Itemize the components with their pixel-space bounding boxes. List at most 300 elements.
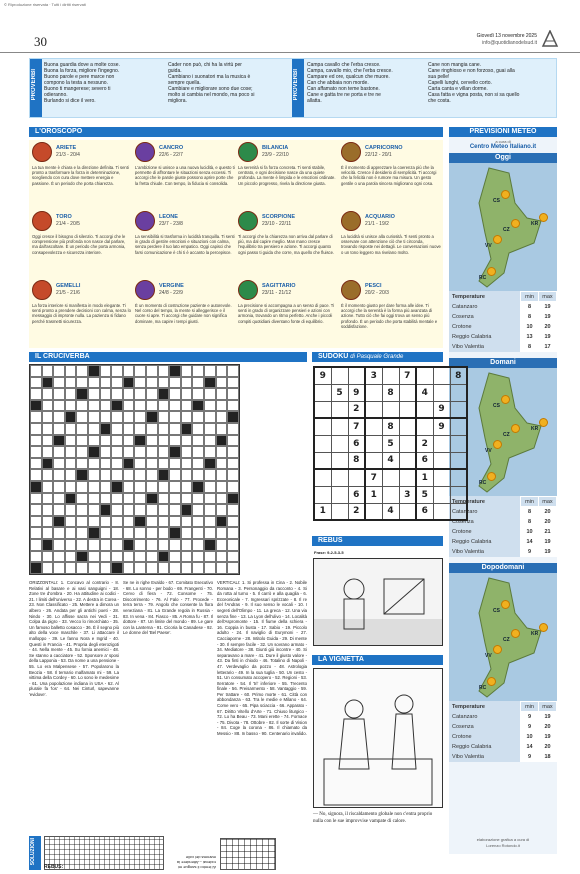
sudoku-cell[interactable] — [450, 486, 467, 503]
sudoku-cell[interactable]: 4 — [416, 384, 433, 401]
crossword-cell[interactable] — [76, 469, 88, 481]
crossword-cell[interactable] — [158, 423, 170, 435]
crossword-cell[interactable] — [88, 400, 100, 412]
sudoku-cell[interactable] — [399, 418, 416, 435]
sudoku-cell[interactable] — [331, 503, 348, 520]
crossword-cell[interactable] — [65, 504, 77, 516]
sudoku-cell[interactable]: 6 — [416, 452, 433, 469]
crossword-cell[interactable] — [88, 527, 100, 539]
crossword-cell[interactable] — [76, 400, 88, 412]
crossword-cell[interactable] — [181, 469, 193, 481]
crossword-cell[interactable] — [30, 458, 42, 470]
crossword-cell[interactable] — [216, 539, 228, 551]
sudoku-cell[interactable]: 9 — [433, 401, 450, 418]
crossword-cell[interactable] — [30, 481, 42, 493]
crossword-cell[interactable] — [53, 423, 65, 435]
crossword-cell[interactable] — [158, 493, 170, 505]
crossword-cell[interactable] — [53, 377, 65, 389]
crossword-cell[interactable] — [42, 551, 54, 563]
crossword-cell[interactable] — [158, 516, 170, 528]
crossword-cell[interactable] — [65, 516, 77, 528]
sudoku-cell[interactable] — [450, 452, 467, 469]
sudoku-cell[interactable]: 1 — [416, 469, 433, 486]
crossword-cell[interactable] — [134, 493, 146, 505]
crossword-cell[interactable] — [158, 435, 170, 447]
crossword-cell[interactable] — [88, 539, 100, 551]
sudoku-cell[interactable]: 3 — [365, 367, 382, 384]
crossword-cell[interactable] — [169, 551, 181, 563]
crossword-cell[interactable] — [76, 504, 88, 516]
crossword-cell[interactable] — [111, 365, 123, 377]
crossword-cell[interactable] — [53, 469, 65, 481]
crossword-cell[interactable] — [123, 527, 135, 539]
crossword-cell[interactable] — [146, 469, 158, 481]
crossword-cell[interactable] — [123, 388, 135, 400]
crossword-cell[interactable] — [42, 562, 54, 574]
crossword-cell[interactable] — [65, 377, 77, 389]
sudoku-cell[interactable] — [416, 401, 433, 418]
sudoku-cell[interactable] — [450, 418, 467, 435]
crossword-cell[interactable] — [192, 400, 204, 412]
crossword-cell[interactable] — [111, 400, 123, 412]
crossword-cell[interactable] — [216, 562, 228, 574]
crossword-cell[interactable] — [30, 435, 42, 447]
crossword-cell[interactable] — [204, 527, 216, 539]
crossword-cell[interactable] — [123, 493, 135, 505]
crossword-cell[interactable] — [88, 388, 100, 400]
crossword-cell[interactable] — [204, 504, 216, 516]
crossword-cell[interactable] — [192, 411, 204, 423]
crossword-cell[interactable] — [158, 400, 170, 412]
sudoku-cell[interactable] — [331, 367, 348, 384]
crossword-cell[interactable] — [88, 469, 100, 481]
crossword-cell[interactable] — [111, 539, 123, 551]
crossword-cell[interactable] — [42, 446, 54, 458]
crossword-cell[interactable] — [216, 516, 228, 528]
sudoku-cell[interactable]: 2 — [348, 401, 365, 418]
crossword-cell[interactable] — [216, 423, 228, 435]
sudoku-cell[interactable]: 1 — [314, 503, 331, 520]
crossword-cell[interactable] — [76, 458, 88, 470]
crossword-cell[interactable] — [134, 446, 146, 458]
crossword-cell[interactable] — [65, 411, 77, 423]
crossword-cell[interactable] — [42, 481, 54, 493]
crossword-cell[interactable] — [158, 551, 170, 563]
crossword-cell[interactable] — [192, 423, 204, 435]
crossword-cell[interactable] — [204, 493, 216, 505]
crossword-cell[interactable] — [88, 516, 100, 528]
crossword-cell[interactable] — [181, 539, 193, 551]
crossword-cell[interactable] — [134, 481, 146, 493]
crossword-cell[interactable] — [227, 446, 239, 458]
crossword-cell[interactable] — [53, 551, 65, 563]
crossword-cell[interactable] — [42, 493, 54, 505]
crossword-cell[interactable] — [100, 469, 112, 481]
crossword-cell[interactable] — [169, 516, 181, 528]
crossword-cell[interactable] — [181, 458, 193, 470]
crossword-cell[interactable] — [216, 435, 228, 447]
crossword-cell[interactable] — [76, 423, 88, 435]
crossword-cell[interactable] — [169, 365, 181, 377]
crossword-cell[interactable] — [227, 562, 239, 574]
crossword-cell[interactable] — [42, 365, 54, 377]
crossword-cell[interactable] — [100, 481, 112, 493]
sudoku-cell[interactable] — [433, 367, 450, 384]
crossword-cell[interactable] — [146, 423, 158, 435]
crossword-cell[interactable] — [42, 388, 54, 400]
crossword-cell[interactable] — [100, 400, 112, 412]
crossword-cell[interactable] — [181, 400, 193, 412]
sudoku-cell[interactable] — [450, 469, 467, 486]
crossword-cell[interactable] — [100, 411, 112, 423]
crossword-cell[interactable] — [192, 446, 204, 458]
crossword-cell[interactable] — [227, 551, 239, 563]
crossword-cell[interactable] — [123, 539, 135, 551]
crossword-cell[interactable] — [53, 481, 65, 493]
crossword-cell[interactable] — [65, 539, 77, 551]
crossword-cell[interactable] — [169, 458, 181, 470]
crossword-cell[interactable] — [181, 516, 193, 528]
crossword-cell[interactable] — [227, 411, 239, 423]
crossword-cell[interactable] — [216, 493, 228, 505]
crossword-cell[interactable] — [88, 435, 100, 447]
crossword-cell[interactable] — [181, 551, 193, 563]
crossword-cell[interactable] — [227, 469, 239, 481]
crossword-cell[interactable] — [204, 446, 216, 458]
crossword-cell[interactable] — [123, 365, 135, 377]
crossword-cell[interactable] — [158, 388, 170, 400]
crossword-cell[interactable] — [100, 551, 112, 563]
crossword-cell[interactable] — [111, 435, 123, 447]
crossword-cell[interactable] — [216, 400, 228, 412]
crossword-cell[interactable] — [204, 458, 216, 470]
crossword-cell[interactable] — [88, 504, 100, 516]
sudoku-cell[interactable] — [331, 418, 348, 435]
crossword-cell[interactable] — [146, 516, 158, 528]
crossword-cell[interactable] — [53, 539, 65, 551]
crossword-cell[interactable] — [204, 562, 216, 574]
sudoku-grid[interactable] — [313, 366, 468, 521]
crossword-cell[interactable] — [169, 411, 181, 423]
crossword-cell[interactable] — [76, 435, 88, 447]
crossword-cell[interactable] — [146, 400, 158, 412]
crossword-cell[interactable] — [42, 469, 54, 481]
crossword-cell[interactable] — [216, 388, 228, 400]
sudoku-cell[interactable]: 5 — [382, 435, 399, 452]
crossword-cell[interactable] — [169, 435, 181, 447]
crossword-cell[interactable] — [158, 539, 170, 551]
crossword-cell[interactable] — [146, 458, 158, 470]
crossword-grid[interactable] — [29, 364, 240, 575]
crossword-cell[interactable] — [181, 365, 193, 377]
sudoku-cell[interactable]: 5 — [331, 384, 348, 401]
crossword-cell[interactable] — [204, 377, 216, 389]
crossword-cell[interactable] — [123, 481, 135, 493]
crossword-cell[interactable] — [65, 481, 77, 493]
crossword-cell[interactable] — [111, 551, 123, 563]
crossword-cell[interactable] — [100, 527, 112, 539]
crossword-cell[interactable] — [192, 539, 204, 551]
sudoku-cell[interactable] — [450, 401, 467, 418]
sudoku-cell[interactable] — [399, 452, 416, 469]
sudoku-cell[interactable] — [365, 401, 382, 418]
sudoku-cell[interactable] — [314, 418, 331, 435]
crossword-cell[interactable] — [42, 377, 54, 389]
crossword-cell[interactable] — [76, 377, 88, 389]
crossword-cell[interactable] — [123, 504, 135, 516]
crossword-cell[interactable] — [181, 411, 193, 423]
crossword-cell[interactable] — [111, 493, 123, 505]
crossword-cell[interactable] — [53, 411, 65, 423]
crossword-cell[interactable] — [146, 551, 158, 563]
crossword-cell[interactable] — [204, 481, 216, 493]
sudoku-cell[interactable] — [433, 469, 450, 486]
crossword-cell[interactable] — [158, 504, 170, 516]
sudoku-cell[interactable]: 7 — [399, 367, 416, 384]
crossword-cell[interactable] — [216, 504, 228, 516]
crossword-cell[interactable] — [53, 446, 65, 458]
crossword-cell[interactable] — [216, 446, 228, 458]
crossword-cell[interactable] — [53, 435, 65, 447]
crossword-cell[interactable] — [134, 388, 146, 400]
crossword-cell[interactable] — [192, 469, 204, 481]
sudoku-cell[interactable] — [416, 367, 433, 384]
sudoku-cell[interactable]: 5 — [416, 486, 433, 503]
crossword-cell[interactable] — [169, 481, 181, 493]
crossword-cell[interactable] — [169, 388, 181, 400]
crossword-cell[interactable] — [227, 527, 239, 539]
sudoku-cell[interactable] — [365, 418, 382, 435]
crossword-cell[interactable] — [88, 423, 100, 435]
crossword-cell[interactable] — [30, 504, 42, 516]
sudoku-cell[interactable] — [399, 469, 416, 486]
crossword-cell[interactable] — [42, 400, 54, 412]
crossword-cell[interactable] — [192, 527, 204, 539]
sudoku-cell[interactable] — [382, 469, 399, 486]
sudoku-cell[interactable] — [399, 401, 416, 418]
crossword-cell[interactable] — [76, 516, 88, 528]
crossword-cell[interactable] — [169, 400, 181, 412]
crossword-cell[interactable] — [134, 400, 146, 412]
crossword-cell[interactable] — [146, 504, 158, 516]
crossword-cell[interactable] — [204, 388, 216, 400]
crossword-cell[interactable] — [30, 469, 42, 481]
crossword-cell[interactable] — [158, 562, 170, 574]
crossword-cell[interactable] — [146, 493, 158, 505]
crossword-cell[interactable] — [88, 562, 100, 574]
crossword-cell[interactable] — [111, 446, 123, 458]
crossword-cell[interactable] — [227, 435, 239, 447]
crossword-cell[interactable] — [88, 365, 100, 377]
crossword-cell[interactable] — [53, 458, 65, 470]
crossword-cell[interactable] — [100, 423, 112, 435]
crossword-cell[interactable] — [204, 365, 216, 377]
crossword-cell[interactable] — [169, 504, 181, 516]
crossword-cell[interactable] — [111, 458, 123, 470]
crossword-cell[interactable] — [30, 539, 42, 551]
crossword-cell[interactable] — [111, 481, 123, 493]
crossword-cell[interactable] — [30, 411, 42, 423]
crossword-cell[interactable] — [227, 388, 239, 400]
sudoku-cell[interactable]: 8 — [348, 452, 365, 469]
sudoku-cell[interactable] — [314, 401, 331, 418]
crossword-cell[interactable] — [30, 365, 42, 377]
crossword-cell[interactable] — [158, 527, 170, 539]
crossword-cell[interactable] — [227, 458, 239, 470]
crossword-cell[interactable] — [111, 377, 123, 389]
sudoku-cell[interactable]: 1 — [365, 486, 382, 503]
crossword-cell[interactable] — [30, 446, 42, 458]
crossword-cell[interactable] — [169, 469, 181, 481]
crossword-cell[interactable] — [192, 551, 204, 563]
crossword-cell[interactable] — [42, 539, 54, 551]
crossword-cell[interactable] — [192, 365, 204, 377]
crossword-cell[interactable] — [53, 516, 65, 528]
crossword-cell[interactable] — [76, 527, 88, 539]
sudoku-cell[interactable] — [433, 503, 450, 520]
crossword-cell[interactable] — [146, 365, 158, 377]
crossword-cell[interactable] — [76, 388, 88, 400]
crossword-cell[interactable] — [192, 493, 204, 505]
crossword-cell[interactable] — [65, 493, 77, 505]
crossword-cell[interactable] — [42, 458, 54, 470]
crossword-cell[interactable] — [30, 423, 42, 435]
crossword-cell[interactable] — [204, 400, 216, 412]
crossword-cell[interactable] — [30, 551, 42, 563]
sudoku-cell[interactable]: 8 — [382, 418, 399, 435]
crossword-cell[interactable] — [123, 435, 135, 447]
sudoku-cell[interactable] — [348, 469, 365, 486]
crossword-cell[interactable] — [76, 493, 88, 505]
sudoku-cell[interactable]: 7 — [365, 469, 382, 486]
crossword-cell[interactable] — [53, 562, 65, 574]
crossword-cell[interactable] — [100, 446, 112, 458]
sudoku-cell[interactable]: 8 — [382, 384, 399, 401]
crossword-cell[interactable] — [227, 504, 239, 516]
crossword-cell[interactable] — [30, 562, 42, 574]
sudoku-cell[interactable]: 6 — [416, 503, 433, 520]
crossword-cell[interactable] — [53, 504, 65, 516]
crossword-cell[interactable] — [227, 423, 239, 435]
crossword-cell[interactable] — [123, 377, 135, 389]
sudoku-cell[interactable] — [382, 367, 399, 384]
crossword-cell[interactable] — [65, 551, 77, 563]
crossword-cell[interactable] — [216, 527, 228, 539]
crossword-cell[interactable] — [146, 446, 158, 458]
sudoku-cell[interactable]: 2 — [348, 503, 365, 520]
crossword-cell[interactable] — [88, 493, 100, 505]
crossword-cell[interactable] — [181, 435, 193, 447]
crossword-cell[interactable] — [192, 388, 204, 400]
crossword-cell[interactable] — [65, 435, 77, 447]
crossword-cell[interactable] — [42, 411, 54, 423]
crossword-cell[interactable] — [88, 411, 100, 423]
crossword-cell[interactable] — [65, 388, 77, 400]
crossword-cell[interactable] — [181, 562, 193, 574]
crossword-cell[interactable] — [192, 516, 204, 528]
crossword-cell[interactable] — [65, 446, 77, 458]
crossword-cell[interactable] — [204, 435, 216, 447]
crossword-cell[interactable] — [53, 400, 65, 412]
crossword-cell[interactable] — [181, 377, 193, 389]
crossword-cell[interactable] — [227, 400, 239, 412]
crossword-cell[interactable] — [216, 551, 228, 563]
crossword-cell[interactable] — [30, 493, 42, 505]
crossword-cell[interactable] — [76, 551, 88, 563]
sudoku-cell[interactable] — [365, 435, 382, 452]
crossword-cell[interactable] — [111, 504, 123, 516]
crossword-cell[interactable] — [134, 539, 146, 551]
sudoku-cell[interactable] — [450, 435, 467, 452]
crossword-cell[interactable] — [30, 377, 42, 389]
crossword-cell[interactable] — [100, 377, 112, 389]
sudoku-cell[interactable] — [365, 384, 382, 401]
crossword-cell[interactable] — [204, 469, 216, 481]
crossword-cell[interactable] — [123, 400, 135, 412]
crossword-cell[interactable] — [204, 516, 216, 528]
crossword-cell[interactable] — [146, 377, 158, 389]
sudoku-cell[interactable]: 2 — [416, 435, 433, 452]
crossword-cell[interactable] — [134, 423, 146, 435]
crossword-cell[interactable] — [123, 562, 135, 574]
crossword-cell[interactable] — [227, 365, 239, 377]
crossword-cell[interactable] — [158, 365, 170, 377]
crossword-cell[interactable] — [65, 400, 77, 412]
crossword-cell[interactable] — [100, 388, 112, 400]
crossword-cell[interactable] — [134, 377, 146, 389]
crossword-cell[interactable] — [158, 377, 170, 389]
crossword-cell[interactable] — [216, 377, 228, 389]
crossword-cell[interactable] — [65, 365, 77, 377]
crossword-cell[interactable] — [192, 458, 204, 470]
crossword-cell[interactable] — [146, 435, 158, 447]
crossword-cell[interactable] — [134, 504, 146, 516]
crossword-cell[interactable] — [134, 411, 146, 423]
crossword-cell[interactable] — [76, 411, 88, 423]
crossword-cell[interactable] — [169, 527, 181, 539]
crossword-cell[interactable] — [42, 435, 54, 447]
crossword-cell[interactable] — [146, 539, 158, 551]
crossword-cell[interactable] — [88, 458, 100, 470]
crossword-cell[interactable] — [158, 458, 170, 470]
crossword-cell[interactable] — [65, 469, 77, 481]
crossword-cell[interactable] — [88, 377, 100, 389]
crossword-cell[interactable] — [158, 446, 170, 458]
crossword-cell[interactable] — [146, 527, 158, 539]
crossword-cell[interactable] — [216, 469, 228, 481]
crossword-cell[interactable] — [192, 435, 204, 447]
sudoku-cell[interactable] — [331, 435, 348, 452]
crossword-cell[interactable] — [227, 377, 239, 389]
sudoku-cell[interactable] — [399, 503, 416, 520]
crossword-cell[interactable] — [123, 516, 135, 528]
sudoku-cell[interactable]: 9 — [314, 367, 331, 384]
crossword-cell[interactable] — [100, 516, 112, 528]
crossword-cell[interactable] — [111, 562, 123, 574]
sudoku-cell[interactable]: 7 — [348, 418, 365, 435]
sudoku-cell[interactable]: 8 — [450, 367, 467, 384]
crossword-cell[interactable] — [146, 562, 158, 574]
crossword-cell[interactable] — [123, 458, 135, 470]
crossword-cell[interactable] — [158, 411, 170, 423]
crossword-cell[interactable] — [111, 388, 123, 400]
crossword-cell[interactable] — [158, 469, 170, 481]
sudoku-cell[interactable] — [331, 486, 348, 503]
sudoku-cell[interactable] — [433, 486, 450, 503]
crossword-cell[interactable] — [100, 539, 112, 551]
crossword-cell[interactable] — [134, 551, 146, 563]
sudoku-cell[interactable] — [314, 486, 331, 503]
